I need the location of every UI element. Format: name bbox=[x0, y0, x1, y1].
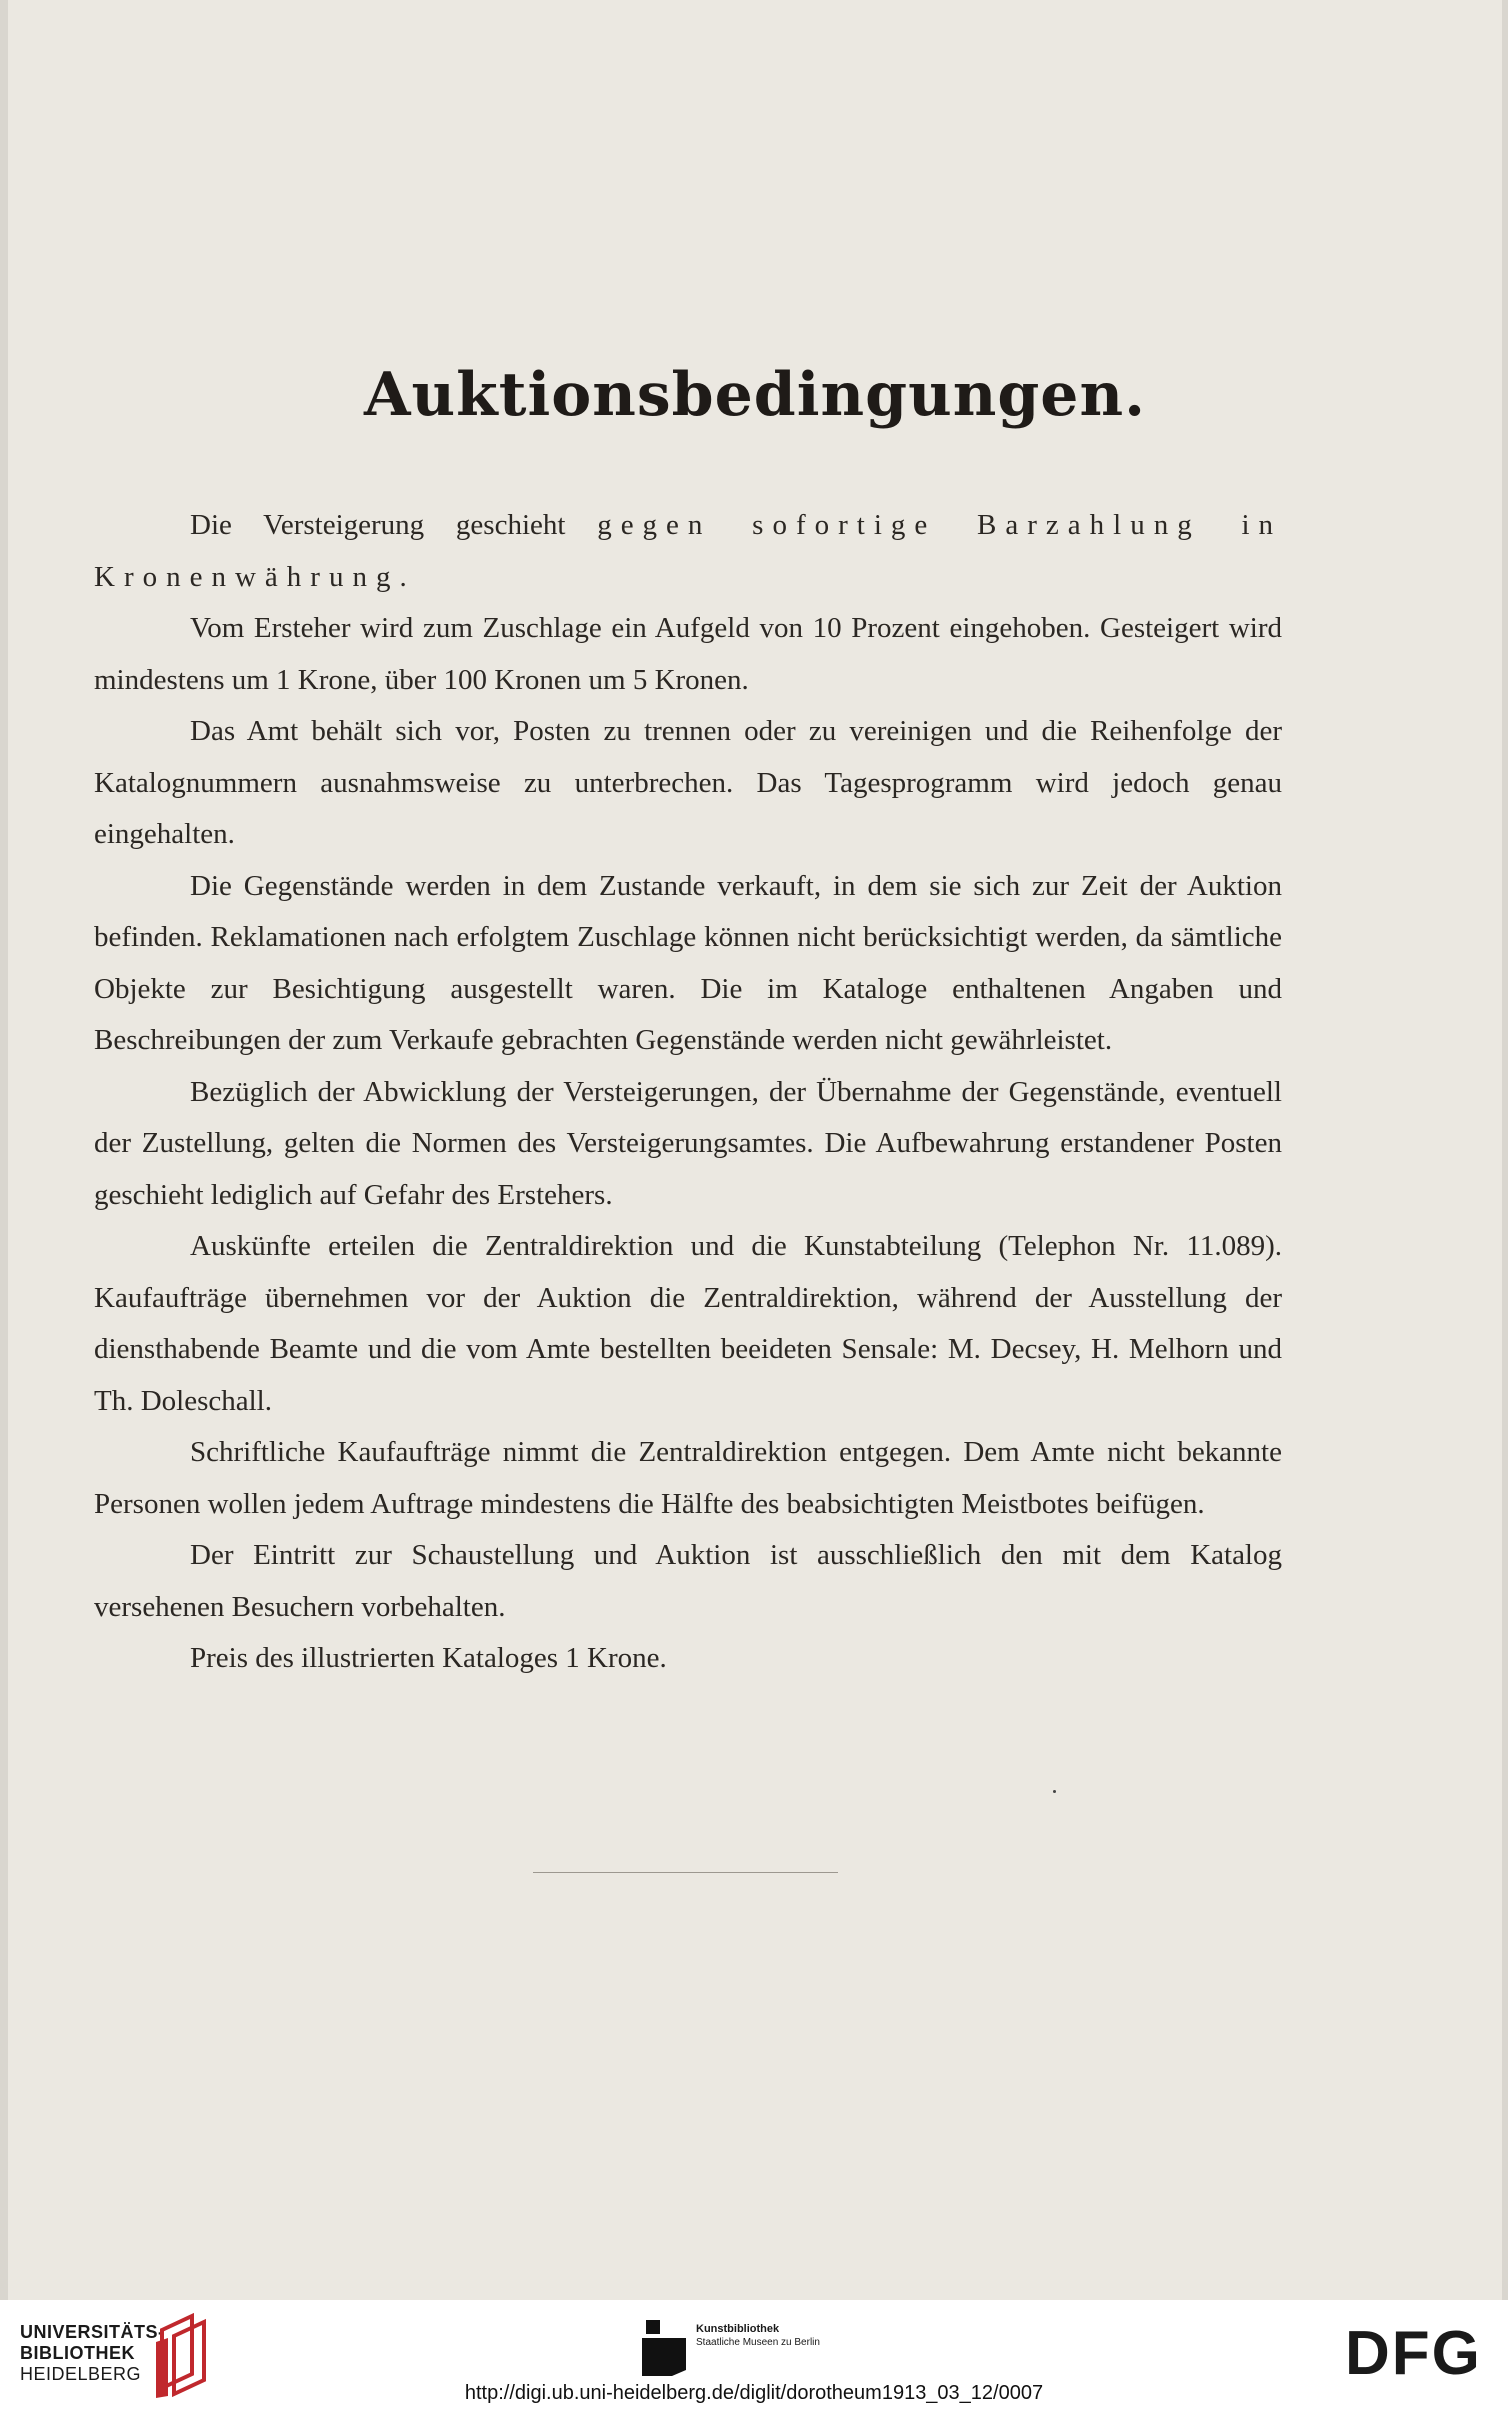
ub-logo-line2: BIBLIOTHEK bbox=[20, 2343, 135, 2363]
paragraph-lots: Das Amt behält sich vor, Posten zu trennen oder zu vereinigen und die Reihenfolge der Katalognummern ausnahmsweise zu unterbrechen. Das Tagesprogramm wird jedoch genau eingehalten. bbox=[94, 715, 1282, 850]
kunstbibliothek-line1: Kunstbibliothek bbox=[696, 2323, 780, 2335]
paragraph-premium: Vom Ersteher wird zum Zuschlage ein Aufgeld von 10 Prozent eingehoben. Gesteigert wird mindestens um 1 Krone, über 100 Kronen um 5 Kronen. bbox=[94, 612, 1282, 696]
paragraph-admission: Der Eintritt zur Schaustellung und Auktion ist ausschließlich den mit dem Katalog versehenen Besuchern vorbehalten. bbox=[94, 1539, 1282, 1623]
page-title: Auktionsbedingungen. bbox=[363, 360, 1146, 430]
paragraph-payment-spaced: gegen sofortige Barzahlung in Kronenwährung. bbox=[94, 509, 1283, 593]
paragraph-information: Auskünfte erteilen die Zentraldirektion und die Kunstabteilung (Telephon Nr. 11.089). Kaufaufträge übernehmen vor der Auktion die Zentraldirektion, während der Ausstellung der diensthabende Beamte und die vom Amte bestellten beeideten Sensale: M. Decsey, H. Melhorn und Th. Doleschall. bbox=[94, 1230, 1282, 1417]
paragraph-written-bids: Schriftliche Kaufaufträge nimmt die Zentraldirektion entgegen. Dem Amte nicht bekannte Personen wollen jedem Auftrage mindestens die Hälfte des beabsichtigten Meistbotes beifügen. bbox=[94, 1436, 1282, 1520]
paragraph-condition: Die Gegenstände werden in dem Zustande verkauft, in dem sie sich zur Zeit der Auktion befinden. Reklamationen nach erfolgtem Zuschlage können nicht berücksichtigt werden, da sämtliche Objekte zur Besichtigung ausgestellt waren. Die im Kataloge enthaltenen Angaben und Beschreibungen der zum Verkaufe gebrachten Gegenstände werden nicht gewährleistet. bbox=[94, 869, 1282, 1056]
ub-heidelberg-logo[interactable] bbox=[20, 2322, 165, 2385]
paragraph-payment bbox=[94, 500, 1282, 603]
paragraph-handover: Bezüglich der Abwicklung der Versteigerungen, der Übernahme der Gegenstände, eventuell der Zustellung, gelten die Normen des Versteigerungsamtes. Die Aufbewahrung erstandener Posten geschieht lediglich auf Gefahr des Erstehers. bbox=[94, 1075, 1282, 1211]
kunstbibliothek-label[interactable] bbox=[696, 2322, 820, 2350]
permalink-url[interactable]: http://digi.ub.uni-heidelberg.de/diglit/dorotheum1913_03_12/0007 bbox=[464, 2382, 1044, 2404]
paragraph-payment-lead: Die Versteigerung geschieht bbox=[190, 509, 598, 541]
dfg-logo[interactable]: DFG bbox=[1345, 2319, 1482, 2388]
paragraph-price: Preis des illustrierten Kataloges 1 Krone. bbox=[190, 1642, 667, 1674]
ub-logo-line3: HEIDELBERG bbox=[20, 2364, 142, 2384]
scanned-page bbox=[8, 0, 1502, 2300]
closing-rule bbox=[533, 1872, 838, 1873]
kunstbibliothek-icon bbox=[642, 2320, 686, 2376]
viewer-footer bbox=[0, 2300, 1508, 2410]
conditions-text bbox=[94, 500, 1282, 1685]
kunstbibliothek-line2: Staatliche Museen zu Berlin bbox=[696, 2337, 820, 2348]
ub-logo-line1: UNIVERSITÄTS- bbox=[20, 2322, 165, 2342]
ink-speck bbox=[1053, 1790, 1056, 1793]
